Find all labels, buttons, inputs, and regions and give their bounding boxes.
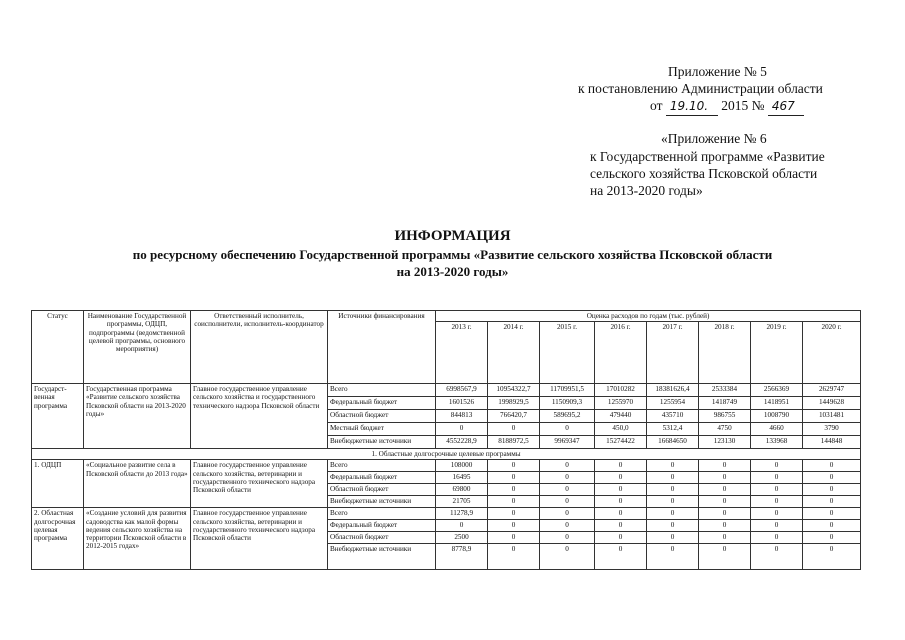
header-responsible: Ответственный исполнитель, соисполнители, исполнитель-координатор — [191, 311, 328, 384]
source-label: Всего — [328, 508, 436, 520]
value-cell: 16684650 — [647, 436, 699, 449]
value-cell: 0 — [647, 496, 699, 508]
value-cell: 0 — [647, 508, 699, 520]
source-label: Внебюджетные источники — [328, 544, 436, 570]
value-cell: 0 — [488, 532, 540, 544]
value-cell: 6998567,9 — [436, 384, 488, 397]
source-label: Областной бюджет — [328, 484, 436, 496]
value-cell: 0 — [699, 508, 751, 520]
value-cell: 0 — [595, 532, 647, 544]
value-cell: 11278,9 — [436, 508, 488, 520]
value-cell: 766420,7 — [488, 410, 540, 423]
value-cell: 0 — [751, 496, 803, 508]
value-cell: 4552228,9 — [436, 436, 488, 449]
value-cell: 986755 — [699, 410, 751, 423]
value-cell: 0 — [751, 508, 803, 520]
value-cell: 4660 — [751, 423, 803, 436]
value-cell: 3790 — [803, 423, 861, 436]
value-cell: 0 — [699, 484, 751, 496]
value-cell: 108000 — [436, 460, 488, 472]
value-cell: 17010282 — [595, 384, 647, 397]
value-cell: 0 — [751, 472, 803, 484]
value-cell: 0 — [488, 520, 540, 532]
header-year: 2014 г. — [488, 322, 540, 384]
appendix5-line1: Приложение № 5 — [668, 64, 767, 79]
source-label: Областной бюджет — [328, 532, 436, 544]
subgroup-responsible: Главное государственное управление сельского хозяйства, ветеринарии и государственного технического надзора Псковской области — [191, 460, 328, 508]
value-cell: 1255970 — [595, 397, 647, 410]
handwritten-date: 19.10. — [666, 98, 718, 116]
value-cell: 133968 — [751, 436, 803, 449]
value-cell: 0 — [540, 496, 595, 508]
value-cell: 1150909,3 — [540, 397, 595, 410]
value-cell: 0 — [595, 460, 647, 472]
value-cell: 0 — [803, 520, 861, 532]
value-cell: 0 — [699, 472, 751, 484]
value-cell: 589695,2 — [540, 410, 595, 423]
value-cell: 0 — [803, 484, 861, 496]
value-cell: 0 — [699, 460, 751, 472]
value-cell: 0 — [540, 460, 595, 472]
header-name: Наименование Государственной программы, ОДЦП, подпрограммы (ведомственной целевой программы, основного мероприятия) — [84, 311, 191, 384]
value-cell: 16495 — [436, 472, 488, 484]
appendix6-line2: к Государственной программе «Развитие — [590, 149, 825, 164]
date-prefix: от — [650, 98, 663, 113]
value-cell: 0 — [540, 520, 595, 532]
value-cell: 1998929,5 — [488, 397, 540, 410]
value-cell: 0 — [803, 496, 861, 508]
document-subtitle-line2: на 2013-2020 годы» — [396, 264, 509, 279]
appendix5-line2: к постановлению Администрации области — [578, 81, 823, 96]
value-cell: 0 — [751, 544, 803, 570]
value-cell: 0 — [595, 484, 647, 496]
value-cell: 0 — [647, 544, 699, 570]
value-cell: 0 — [488, 496, 540, 508]
program-status: Государст-венная программа — [32, 384, 84, 449]
value-cell: 0 — [595, 520, 647, 532]
value-cell: 0 — [647, 484, 699, 496]
value-cell: 0 — [751, 460, 803, 472]
value-cell: 69800 — [436, 484, 488, 496]
value-cell: 0 — [436, 520, 488, 532]
value-cell: 0 — [647, 520, 699, 532]
header-year: 2017 г. — [647, 322, 699, 384]
value-cell: 0 — [595, 544, 647, 570]
value-cell: 1008790 — [751, 410, 803, 423]
document-title: ИНФОРМАЦИЯ — [394, 228, 511, 244]
appendix6-line1: «Приложение № 6 — [661, 131, 767, 146]
section-title: 1. Областные долгосрочные целевые программы — [32, 449, 861, 460]
value-cell: 450,0 — [595, 423, 647, 436]
value-cell: 0 — [803, 532, 861, 544]
value-cell: 0 — [488, 508, 540, 520]
value-cell: 10954322,7 — [488, 384, 540, 397]
value-cell: 2629747 — [803, 384, 861, 397]
value-cell: 0 — [488, 423, 540, 436]
source-label: Федеральный бюджет — [328, 520, 436, 532]
value-cell: 2566369 — [751, 384, 803, 397]
resource-table — [31, 310, 861, 570]
handwritten-number: 467 — [768, 98, 804, 116]
value-cell: 1031481 — [803, 410, 861, 423]
value-cell: 0 — [803, 472, 861, 484]
value-cell: 0 — [647, 472, 699, 484]
subgroup-name: «Создание условий для развития садоводства как малой формы ведения сельского хозяйства на территории Псковской области в 2012-2015 годах» — [84, 508, 191, 570]
value-cell: 0 — [595, 508, 647, 520]
source-label: Всего — [328, 460, 436, 472]
value-cell: 0 — [803, 544, 861, 570]
subgroup-status: 1. ОДЦП — [32, 460, 84, 508]
value-cell: 0 — [540, 484, 595, 496]
value-cell: 1255954 — [647, 397, 699, 410]
header-status: Статус — [32, 311, 84, 384]
value-cell: 0 — [647, 460, 699, 472]
value-cell: 0 — [488, 544, 540, 570]
subgroup-name: «Социальное развитие села в Псковской области до 2013 года» — [84, 460, 191, 508]
header-year: 2019 г. — [751, 322, 803, 384]
document-subtitle-line1: по ресурсному обеспечению Государственной программы «Развитие сельского хозяйства Псковской области — [132, 247, 773, 262]
program-name: Государственная программа «Развитие сельского хозяйства Псковской области на 2013-2020 годы» — [84, 384, 191, 449]
header-year: 2013 г. — [436, 322, 488, 384]
source-label: Внебюджетные источники — [328, 496, 436, 508]
value-cell: 1449628 — [803, 397, 861, 410]
source-label: Федеральный бюджет — [328, 397, 436, 410]
value-cell: 0 — [488, 460, 540, 472]
value-cell: 0 — [540, 544, 595, 570]
subgroup-status: 2. Областная долгосрочная целевая программа — [32, 508, 84, 570]
value-cell: 479440 — [595, 410, 647, 423]
value-cell: 0 — [540, 508, 595, 520]
value-cell: 9969347 — [540, 436, 595, 449]
value-cell: 1601526 — [436, 397, 488, 410]
value-cell: 844813 — [436, 410, 488, 423]
value-cell: 0 — [699, 544, 751, 570]
value-cell: 0 — [540, 532, 595, 544]
value-cell: 0 — [751, 520, 803, 532]
source-label: Местный бюджет — [328, 423, 436, 436]
value-cell: 0 — [751, 532, 803, 544]
value-cell: 123130 — [699, 436, 751, 449]
value-cell: 0 — [488, 484, 540, 496]
value-cell: 8188972,5 — [488, 436, 540, 449]
value-cell: 0 — [540, 423, 595, 436]
appendix5-date-line — [650, 97, 804, 116]
value-cell: 0 — [699, 496, 751, 508]
value-cell: 0 — [540, 472, 595, 484]
value-cell: 21705 — [436, 496, 488, 508]
header-year: 2020 г. — [803, 322, 861, 384]
value-cell: 0 — [488, 472, 540, 484]
value-cell: 0 — [595, 496, 647, 508]
source-label: Федеральный бюджет — [328, 472, 436, 484]
subgroup-responsible: Главное государственное управление сельского хозяйства, ветеринарии и государственного технического надзора Псковской области — [191, 508, 328, 570]
value-cell: 0 — [647, 532, 699, 544]
value-cell: 0 — [803, 460, 861, 472]
value-cell: 0 — [751, 484, 803, 496]
source-label: Внебюджетные источники — [328, 436, 436, 449]
program-responsible: Главное государственное управление сельского хозяйства и государственного технического надзора Псковской области — [191, 384, 328, 449]
year-label: 2015 № — [721, 98, 765, 113]
value-cell: 1418749 — [699, 397, 751, 410]
value-cell: 0 — [699, 532, 751, 544]
value-cell: 4750 — [699, 423, 751, 436]
value-cell: 5312,4 — [647, 423, 699, 436]
value-cell: 2533384 — [699, 384, 751, 397]
value-cell: 144848 — [803, 436, 861, 449]
value-cell: 15274422 — [595, 436, 647, 449]
header-year: 2018 г. — [699, 322, 751, 384]
value-cell: 0 — [595, 472, 647, 484]
appendix6-line3: сельского хозяйства Псковской области — [590, 166, 818, 181]
header-sources: Источники финансирования — [328, 311, 436, 384]
value-cell: 435710 — [647, 410, 699, 423]
value-cell: 2500 — [436, 532, 488, 544]
value-cell: 11709951,5 — [540, 384, 595, 397]
source-label: Всего — [328, 384, 436, 397]
appendix6-line4: на 2013-2020 годы» — [590, 183, 703, 198]
header-year: 2016 г. — [595, 322, 647, 384]
value-cell: 18381626,4 — [647, 384, 699, 397]
header-estimate: Оценка расходов по годам (тыс. рублей) — [436, 311, 861, 322]
value-cell: 0 — [436, 423, 488, 436]
source-label: Областной бюджет — [328, 410, 436, 423]
value-cell: 0 — [803, 508, 861, 520]
value-cell: 1418951 — [751, 397, 803, 410]
value-cell: 8778,9 — [436, 544, 488, 570]
value-cell: 0 — [699, 520, 751, 532]
header-year: 2015 г. — [540, 322, 595, 384]
